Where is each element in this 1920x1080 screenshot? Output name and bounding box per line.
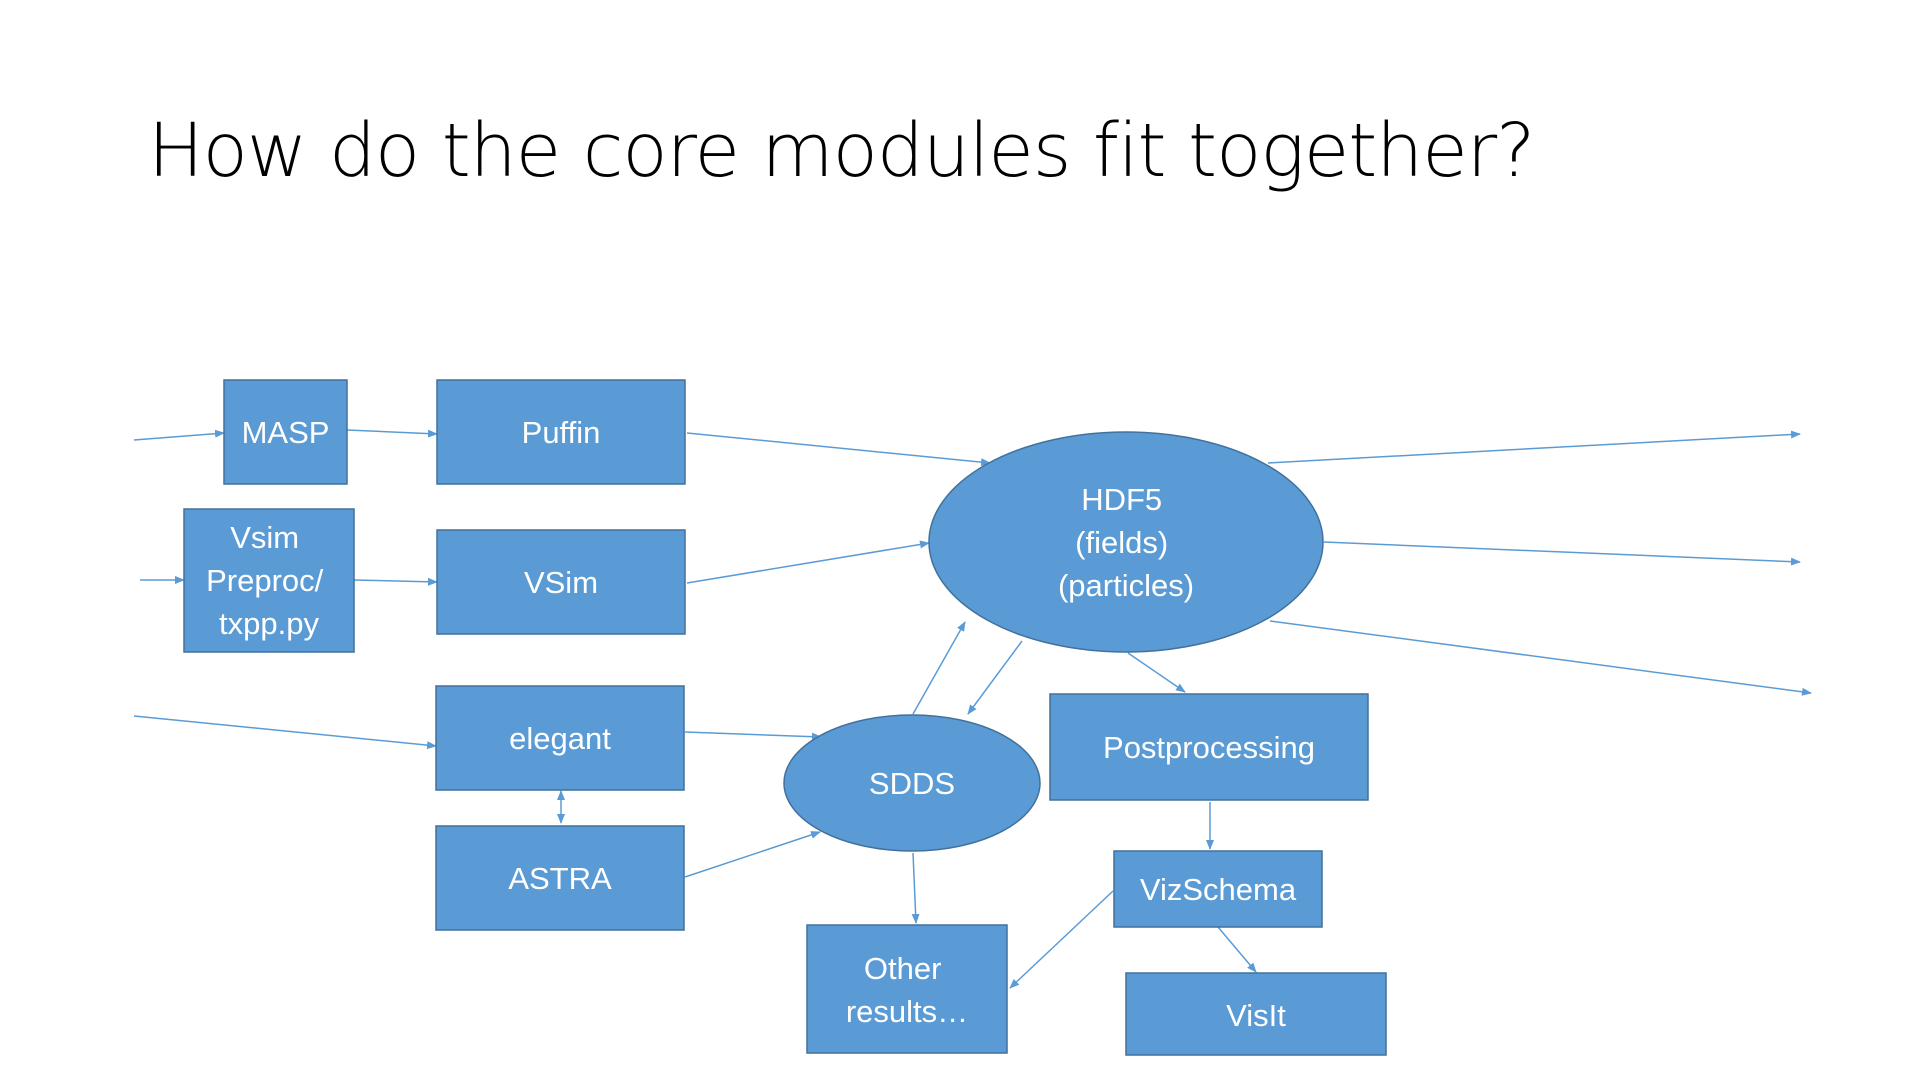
node-hdf5-label: HDF5 (fields) (particles) <box>1057 481 1195 603</box>
node-masp <box>224 380 347 484</box>
edge-hdf5-to-output-1 <box>1268 434 1800 463</box>
edge-sdds-to-other-results <box>913 853 916 923</box>
node-puffin-label: Puffin <box>521 414 601 450</box>
edge-vsim-preproc-to-vsim <box>354 580 437 582</box>
node-elegant <box>436 686 684 790</box>
node-vizschema <box>1114 851 1322 927</box>
edge-masp-to-puffin <box>347 430 437 434</box>
edge-hdf5-to-output-2 <box>1324 542 1800 562</box>
edge-vsim-to-hdf5 <box>687 543 929 583</box>
node-visit-label: VisIt <box>1226 997 1286 1033</box>
node-vsim <box>437 530 685 634</box>
node-astra-label: ASTRA <box>508 860 612 896</box>
edge-external-to-elegant <box>134 716 436 746</box>
edge-elegant-to-sdds <box>685 732 821 737</box>
edge-astra-to-sdds <box>685 832 820 877</box>
node-other-results-label: Other results… <box>845 950 969 1029</box>
node-postprocessing-label: Postprocessing <box>1103 729 1315 765</box>
edge-hdf5-to-output-3 <box>1270 621 1811 693</box>
node-masp-label: MASP <box>241 414 330 450</box>
edge-sdds-to-hdf5 <box>913 622 965 714</box>
edge-external-to-masp <box>134 433 224 440</box>
node-sdds-label: SDDS <box>868 765 956 801</box>
edge-hdf5-to-sdds <box>968 641 1022 714</box>
node-postprocessing <box>1050 694 1368 800</box>
node-puffin <box>437 380 685 484</box>
node-vsim-preproc-label: Vsim Preproc/ txpp.py <box>206 519 324 641</box>
node-vsim-label: VSim <box>523 564 599 600</box>
node-astra <box>436 826 684 930</box>
node-visit <box>1126 973 1386 1055</box>
edge-vizschema-to-other-results <box>1010 891 1113 988</box>
edge-puffin-to-hdf5 <box>687 433 990 463</box>
edge-vizschema-to-visit <box>1218 927 1256 972</box>
node-other-results <box>807 925 1007 1053</box>
node-elegant-label: elegant <box>509 720 611 756</box>
node-sdds <box>784 715 1040 851</box>
edge-hdf5-to-postprocessing <box>1128 653 1185 692</box>
node-vizschema-label: VizSchema <box>1139 871 1297 907</box>
node-hdf5 <box>929 432 1323 652</box>
slide-title: How do the core modules fit together? <box>148 108 1535 194</box>
node-vsim-preproc <box>184 509 354 652</box>
